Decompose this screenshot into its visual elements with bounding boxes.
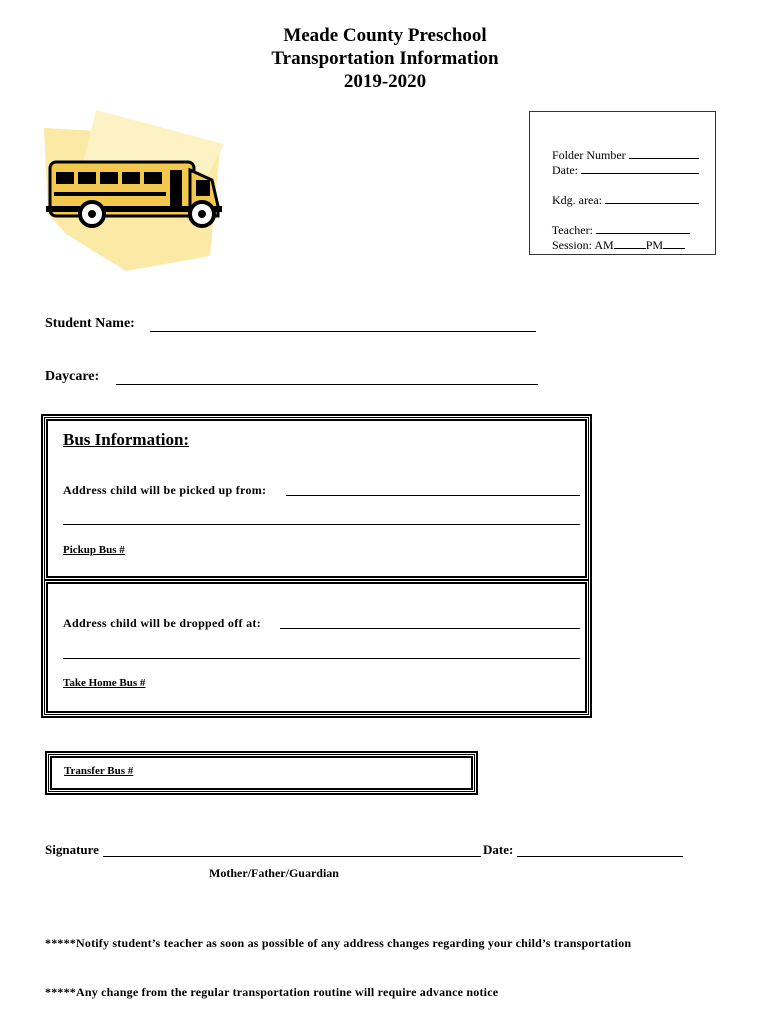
session-pm-label: PM xyxy=(645,238,664,252)
folder-number-label: Folder Number xyxy=(552,148,626,162)
pickup-address-line-2[interactable] xyxy=(63,523,580,525)
student-name-input-line[interactable] xyxy=(150,330,536,332)
daycare-label: Daycare: xyxy=(45,369,100,384)
dropoff-address-line-2[interactable] xyxy=(63,657,580,659)
notice-address-change: *****Notify student’s teacher as soon as possible of any address changes regarding your child’s transportation xyxy=(45,936,632,950)
signature-sub-label: Mother/Father/Guardian xyxy=(209,866,339,880)
dropoff-section xyxy=(46,582,587,713)
pickup-section xyxy=(46,419,587,578)
school-bus-icon xyxy=(40,106,230,274)
dropoff-address-label: Address child will be dropped off at: xyxy=(63,616,262,630)
form-title-school: Meade County Preschool xyxy=(283,25,487,46)
bus-information-heading: Bus Information: xyxy=(63,430,190,449)
signature-date-input-line[interactable] xyxy=(517,855,683,857)
transfer-bus-inner[interactable] xyxy=(50,756,473,790)
pickup-address-line-1[interactable] xyxy=(286,494,580,496)
pickup-bus-label: Pickup Bus # xyxy=(63,544,125,556)
signature-input-line[interactable] xyxy=(103,855,481,857)
take-home-bus-label: Take Home Bus # xyxy=(63,677,146,689)
dropoff-address-line-1[interactable] xyxy=(280,627,580,629)
transfer-bus-box xyxy=(45,751,478,795)
signature-label: Signature xyxy=(45,842,99,857)
kdg-area-label: Kdg. area: xyxy=(552,193,602,207)
daycare-input-line[interactable] xyxy=(116,383,538,385)
session-label: Session: xyxy=(552,238,593,252)
office-use-box xyxy=(529,111,716,255)
form-title-year: 2019-2020 xyxy=(343,71,427,92)
pickup-address-label: Address child will be picked up from: xyxy=(63,483,267,497)
transfer-bus-label: Transfer Bus # xyxy=(64,765,134,777)
session-am-label: AM xyxy=(594,238,614,252)
signature-date-label: Date: xyxy=(483,842,514,857)
form-title-subject: Transportation Information xyxy=(271,48,499,69)
session-field[interactable] xyxy=(540,222,685,268)
student-name-label: Student Name: xyxy=(45,316,135,331)
notice-advance-notice: *****Any change from the regular transportation routine will require advance notice xyxy=(45,985,499,999)
teacher-label: Teacher: xyxy=(551,223,593,237)
bus-information-box xyxy=(41,414,592,718)
office-date-label: Date: xyxy=(552,163,578,177)
